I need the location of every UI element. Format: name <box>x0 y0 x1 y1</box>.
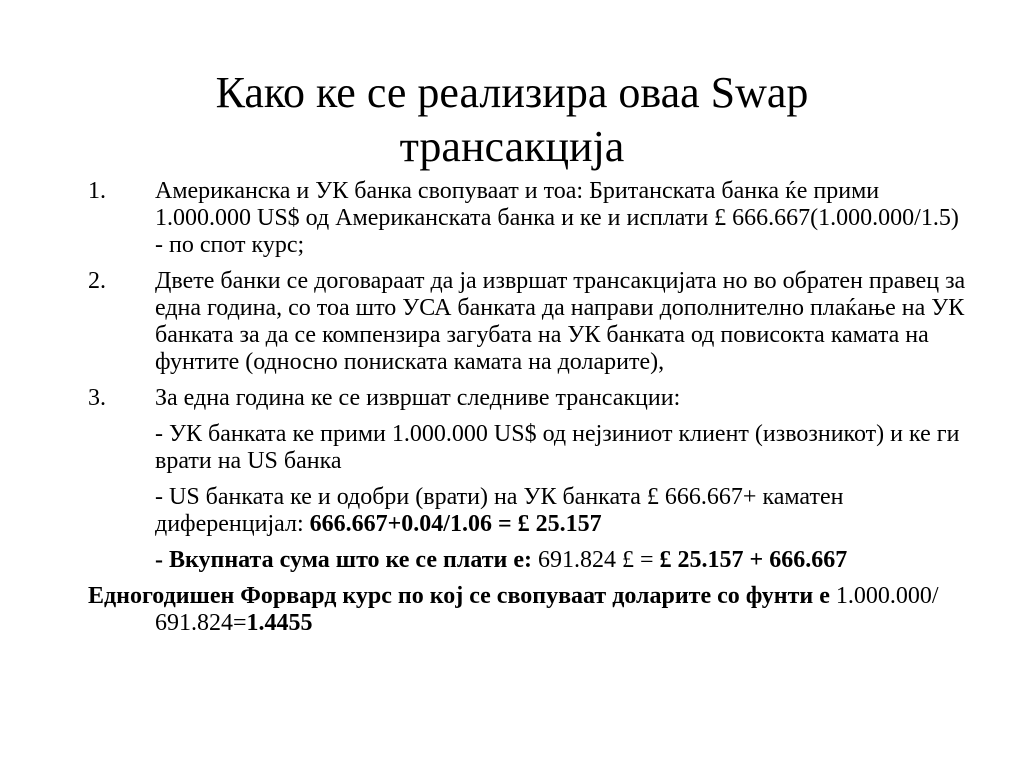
list-number-2: 2. <box>88 268 106 294</box>
sub-item-1-text: - УК банката ке прими 1.000.000 US$ од нејзиниот клиент (извозникот) и ке ги врати на US банка <box>155 421 960 474</box>
forward-rate-formula: 1.000.000/ 691.824= <box>155 583 939 636</box>
sub-item-2-formula: 666.667+0.04/1.06 = £ 25.157 <box>309 511 602 537</box>
sub-item-3 <box>155 547 968 574</box>
title-line-1: Како ке се реализира оваа Swap <box>215 68 809 117</box>
sub-item-2 <box>155 484 968 538</box>
sub-item-3-label: - Вкупната сума што ке се плати е: <box>155 547 538 573</box>
list-number-3: 3. <box>88 385 106 411</box>
list-item-1 <box>88 178 968 259</box>
list-item-2 <box>88 268 968 376</box>
forward-rate-value: 1.4455 <box>246 610 313 636</box>
forward-rate-label: Едногодишен Форвард курс по кој се свопуваат доларите со фунти е <box>88 583 836 609</box>
title-line-2: трансакција <box>399 122 625 171</box>
sub-item-1 <box>155 421 968 475</box>
list-text-3: За една година ке се извршат следниве трансакции: <box>155 385 681 411</box>
list-number-1: 1. <box>88 178 106 204</box>
slide-body <box>88 178 968 637</box>
list-item-3 <box>88 385 968 412</box>
forward-rate-line <box>88 583 968 637</box>
list-text-1: Американска и УК банка свопуваат и тоа: Британската банка ќе прими 1.000.000 US$ од Американската банка и ке и исплати £ 666.667(1.000.000/1.5) - по спот курс; <box>155 178 959 258</box>
list-text-2: Двете банки се договараат да ја извршат трансакцијата но во обратен правец за една година, со тоа што УСА банката да направи дополнително плаќање на УК банката за да се компензира загубата на УК банката од повисокта камата на фунтите (односно пониската камата на доларите), <box>155 268 966 375</box>
slide-title <box>0 66 1024 174</box>
sub-item-2-text: - US банката ке и одобри (врати) на УК банката £ 666.667+ каматен диференцијал: <box>155 484 844 537</box>
sub-item-3-formula: £ 25.157 + 666.667 <box>659 547 848 573</box>
sub-item-3-amount: 691.824 £ = <box>537 547 660 573</box>
